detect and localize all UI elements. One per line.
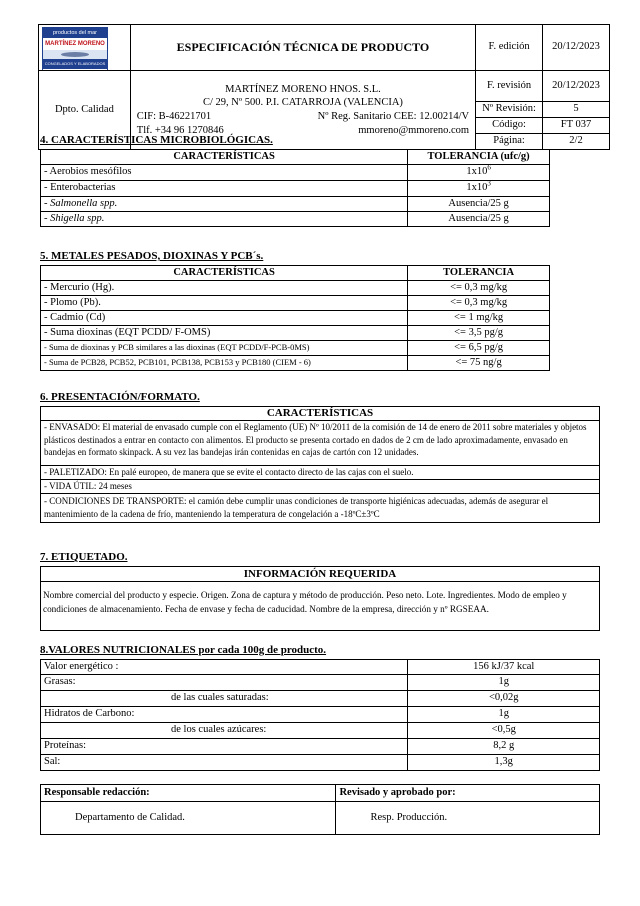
micro-col-tolerance: TOLERANCIA (ufc/g) xyxy=(408,150,550,165)
department: Dpto. Calidad xyxy=(39,71,131,150)
table-row: - Suma de PCB28, PCB52, PCB101, PCB138, PCB153 y PCB180 (CIEM - 6) xyxy=(41,356,408,371)
signoff-table xyxy=(40,784,600,835)
section-6-title: 6. PRESENTACIÓN/FORMATO. xyxy=(40,391,200,403)
metals-table: CARACTERÍSTICAS TOLERANCIA - Mercurio (Hg). <= 0,3 mg/kg - Plomo (Pb). <= 0,3 mg/kg - Cadmio (Cd) <= 1 mg/kg - Suma dioxinas (EQT PCDD/ F-OMS) <= 3,5 pg/g - Suma de dioxinas y PCB similares a las dioxinas (EQT PCDD/F-PCB-0MS) <= 6,5 pg/g - Suma de PCB28, PCB52, PCB101, PCB138, PCB153 y PCB180 (CIEM - 6) <= 75 ng/g xyxy=(40,265,550,371)
micro-value: Ausencia/25 g xyxy=(408,197,550,212)
document-title: ESPECIFICACIÓN TÉCNICA DE PRODUCTO xyxy=(130,25,475,71)
table-row: - Shigella spp. xyxy=(41,212,408,227)
code-label: Código: xyxy=(476,118,543,134)
nutrition-row: Sal: xyxy=(41,755,408,771)
metals-col-characteristics: CARACTERÍSTICAS xyxy=(41,266,408,281)
nutrition-row: de los cuales azúcares: xyxy=(41,723,408,739)
table-row: - Suma dioxinas (EQT PCDD/ F-OMS) xyxy=(41,326,408,341)
edition-label: F. edición xyxy=(476,25,543,71)
approver-label: Revisado y aprobado por: xyxy=(336,785,600,802)
table-row: - Salmonella spp. xyxy=(41,197,408,212)
page-value: 2/2 xyxy=(543,134,610,150)
nutrition-row: Valor energético : xyxy=(41,660,408,675)
sanitary-registry: Nº Reg. Sanitario CEE: 12.00214/V xyxy=(317,111,470,122)
micro-table xyxy=(40,149,550,227)
company-address: C/ 29, Nº 500. P.I. CATARROJA (VALENCIA) xyxy=(202,97,403,109)
micro-value: $1x10^3$ xyxy=(408,181,550,197)
nutrition-row: Grasas: xyxy=(41,675,408,691)
packaging-row: - ENVASADO: El material de envasado cumple con el Reglamento (UE) Nº 10/2011 de la comisión de 14 de enero de 2011 sobre materiales y objetos plásticos destinados a entrar en contacto con alimentos. El producto se presenta cortado en dados de 2 cm de lado aproximadamente, envasado en bandejas en formato skinpack. A su vez las bandejas irán contenidas en cajas de cartón con 12 unidades. xyxy=(41,421,600,466)
palletizing-row: - PALETIZADO: En palé europeo, de manera que se evite el contacto directo de las cajas con el suelo. xyxy=(41,466,600,480)
table-row: - Enterobacterias xyxy=(41,181,408,197)
table-row: - Aerobios mesófilos xyxy=(41,165,408,181)
labeling-header: INFORMACIÓN REQUERIDA xyxy=(41,567,600,582)
table-row: - Mercurio (Hg). xyxy=(41,281,408,296)
nutrition-row: de las cuales saturadas: xyxy=(41,691,408,707)
logo-top-text: productos del mar xyxy=(43,28,107,38)
code-value: FT 037 xyxy=(543,118,610,134)
table-row: - Cadmio (Cd) xyxy=(41,311,408,326)
transport-row: - CONDICIONES DE TRANSPORTE: el camión debe cumplir unas condiciones de transporte higiénicas adecuadas, además de asegurar el mantenimiento de la cadena de frío, manteniendo la temperatura de congelación a -18ºC±3ºC xyxy=(41,494,600,523)
presentation-header: CARACTERÍSTICAS xyxy=(41,407,600,421)
company-email: mmoreno@mmoreno.com xyxy=(358,124,470,136)
shelf-life-row: - VIDA ÚTIL: 24 meses xyxy=(41,480,600,494)
company-cif: CIF: B-46221701 xyxy=(136,111,212,122)
table-row: - Suma de dioxinas y PCB similares a las dioxinas (EQT PCDD/F-PCB-0MS) xyxy=(41,341,408,356)
metals-col-tolerance: TOLERANCIA xyxy=(408,266,550,281)
nutrition-row: Hidratos de Carbono: xyxy=(41,707,408,723)
presentation-table xyxy=(40,406,600,523)
revision-number-value: 5 xyxy=(543,102,610,118)
logo-tagline: CONGELADOS Y ELABORADOS xyxy=(43,59,107,69)
edition-value: 20/12/2023 xyxy=(543,25,610,71)
section-4-title: 4. CARACTERÍSTICAS MICROBIOLÓGICAS. xyxy=(40,134,273,146)
company-name: MARTÍNEZ MORENO HNOS. S.L. xyxy=(225,83,381,95)
logo-brand: MARTÍNEZ MORENO xyxy=(45,41,105,47)
labeling-table xyxy=(40,566,600,631)
section-5-title: 5. METALES PESADOS, DIOXINAS Y PCB´s. xyxy=(40,250,264,262)
section-8-title: 8.VALORES NUTRICIONALES por cada 100g de producto. xyxy=(40,644,327,656)
revision-date-label: F. revisión xyxy=(476,71,543,102)
header-table xyxy=(38,24,610,150)
micro-value: $1x10^6$ xyxy=(408,165,550,181)
nutrition-table: Valor energético : 156 kJ/37 kcal Grasas: 1g de las cuales saturadas: <0,02g Hidratos de Carbono: 1g de los cuales azúcares: <0,5g Proteínas: 8,2 g Sal: 1,3g xyxy=(40,659,600,771)
company-phone: Tlf. +34 96 1270846 xyxy=(136,124,224,136)
micro-value: Ausencia/25 g xyxy=(408,212,550,227)
author-value: Departamento de Calidad. xyxy=(41,802,336,835)
revision-date-value: 20/12/2023 xyxy=(543,71,610,102)
section-7-title: 7. ETIQUETADO. xyxy=(40,551,128,563)
author-label: Responsable redacción: xyxy=(41,785,336,802)
nutrition-row: Proteínas: xyxy=(41,739,408,755)
approver-value: Resp. Producción. xyxy=(336,802,600,835)
micro-col-characteristics: CARACTERÍSTICAS xyxy=(41,150,408,165)
revision-number-label: Nº Revisión: xyxy=(476,102,543,118)
labeling-text: Nombre comercial del producto y especie. Origen. Zona de captura y método de producción. Peso neto. Lote. Ingredientes. Modo de empleo y condiciones de almacenamiento. Fecha de envase y fecha de caducidad. Nombre de la empresa, dirección y nº RGSEAA. xyxy=(41,582,600,631)
page-label: Página: xyxy=(476,134,543,150)
table-row: - Plomo (Pb). xyxy=(41,296,408,311)
